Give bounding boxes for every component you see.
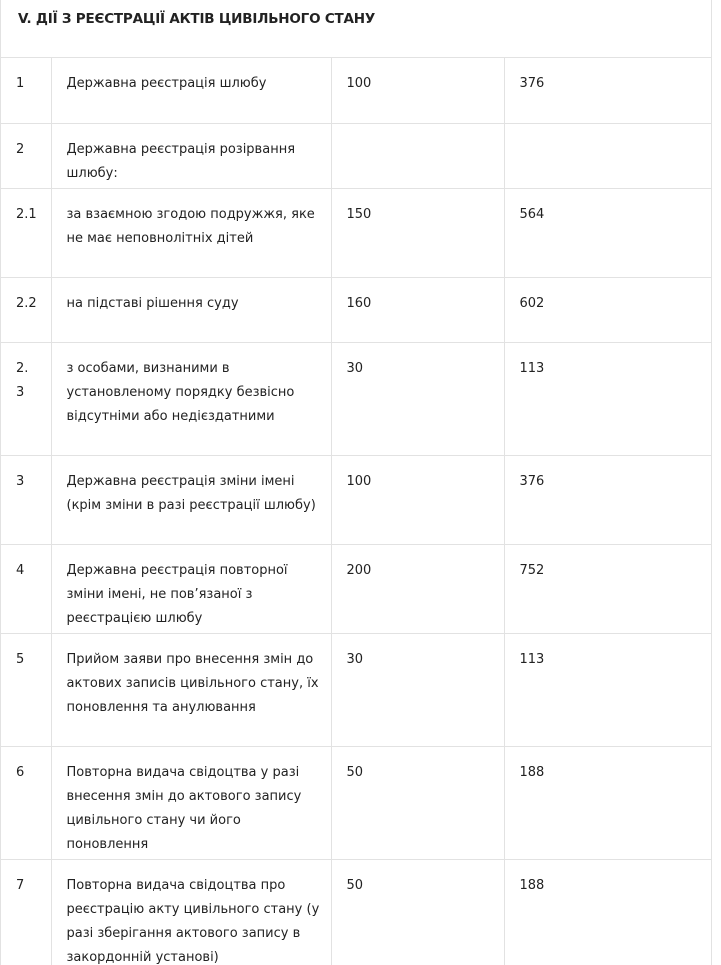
row-number: 6 [1, 746, 51, 859]
row-service-name: Повторна видача свідоцтва у разі внесення змін до актового запису цивільного стану чи його поновлення [51, 746, 331, 859]
row-fee-value-1: 160 [331, 277, 504, 342]
row-fee-value-2: 752 [504, 544, 712, 633]
row-service-name: Прийом заяви про внесення змін до актових записів цивільного стану, їх поновлення та анулювання [51, 633, 331, 746]
row-number: 4 [1, 544, 51, 633]
table-row [1, 188, 712, 277]
row-service-name: за взаємною згодою подружжя, яке не має неповнолітніх дітей [51, 188, 331, 277]
row-service-name: Державна реєстрація повторної зміни імені, не пов’язаної з реєстрацією шлюбу [51, 544, 331, 633]
row-service-name: на підставі рішення суду [51, 277, 331, 342]
row-fee-value-2: 188 [504, 859, 712, 965]
table-row [1, 455, 712, 544]
row-fee-value-1 [331, 123, 504, 188]
table-row [1, 342, 712, 455]
row-fee-value-2: 376 [504, 455, 712, 544]
row-fee-value-1: 100 [331, 58, 504, 123]
row-fee-value-1: 50 [331, 746, 504, 859]
table-row [1, 277, 712, 342]
row-service-name: Державна реєстрація шлюбу [51, 58, 331, 123]
row-number: 2. 3 [1, 342, 51, 455]
row-fee-value-1: 30 [331, 342, 504, 455]
row-service-name: Державна реєстрація розірвання шлюбу: [51, 123, 331, 188]
fee-table [1, 58, 712, 965]
table-row [1, 859, 712, 965]
row-fee-value-1: 100 [331, 455, 504, 544]
row-number: 2.1 [1, 188, 51, 277]
table-row [1, 746, 712, 859]
row-fee-value-2: 113 [504, 342, 712, 455]
section-title: V. ДІЇ З РЕЄСТРАЦІЇ АКТІВ ЦИВІЛЬНОГО СТАНУ [1, 0, 711, 58]
row-number: 5 [1, 633, 51, 746]
row-fee-value-2 [504, 123, 712, 188]
table-row [1, 58, 712, 123]
row-fee-value-1: 30 [331, 633, 504, 746]
row-fee-value-2: 564 [504, 188, 712, 277]
table-row [1, 544, 712, 633]
row-number: 3 [1, 455, 51, 544]
row-fee-value-2: 602 [504, 277, 712, 342]
table-row [1, 123, 712, 188]
row-fee-value-1: 150 [331, 188, 504, 277]
row-fee-value-1: 200 [331, 544, 504, 633]
row-service-name: Повторна видача свідоцтва про реєстрацію акту цивільного стану (у разі зберігання актового запису в закордонній установі) [51, 859, 331, 965]
table-row [1, 633, 712, 746]
row-fee-value-2: 376 [504, 58, 712, 123]
row-fee-value-2: 113 [504, 633, 712, 746]
row-service-name: Державна реєстрація зміни імені (крім зміни в разі реєстрації шлюбу) [51, 455, 331, 544]
row-fee-value-2: 188 [504, 746, 712, 859]
row-number: 1 [1, 58, 51, 123]
row-fee-value-1: 50 [331, 859, 504, 965]
row-number: 7 [1, 859, 51, 965]
row-number: 2 [1, 123, 51, 188]
row-service-name: з особами, визнаними в установленому порядку безвісно відсутніми або недієздатними [51, 342, 331, 455]
row-number: 2.2 [1, 277, 51, 342]
